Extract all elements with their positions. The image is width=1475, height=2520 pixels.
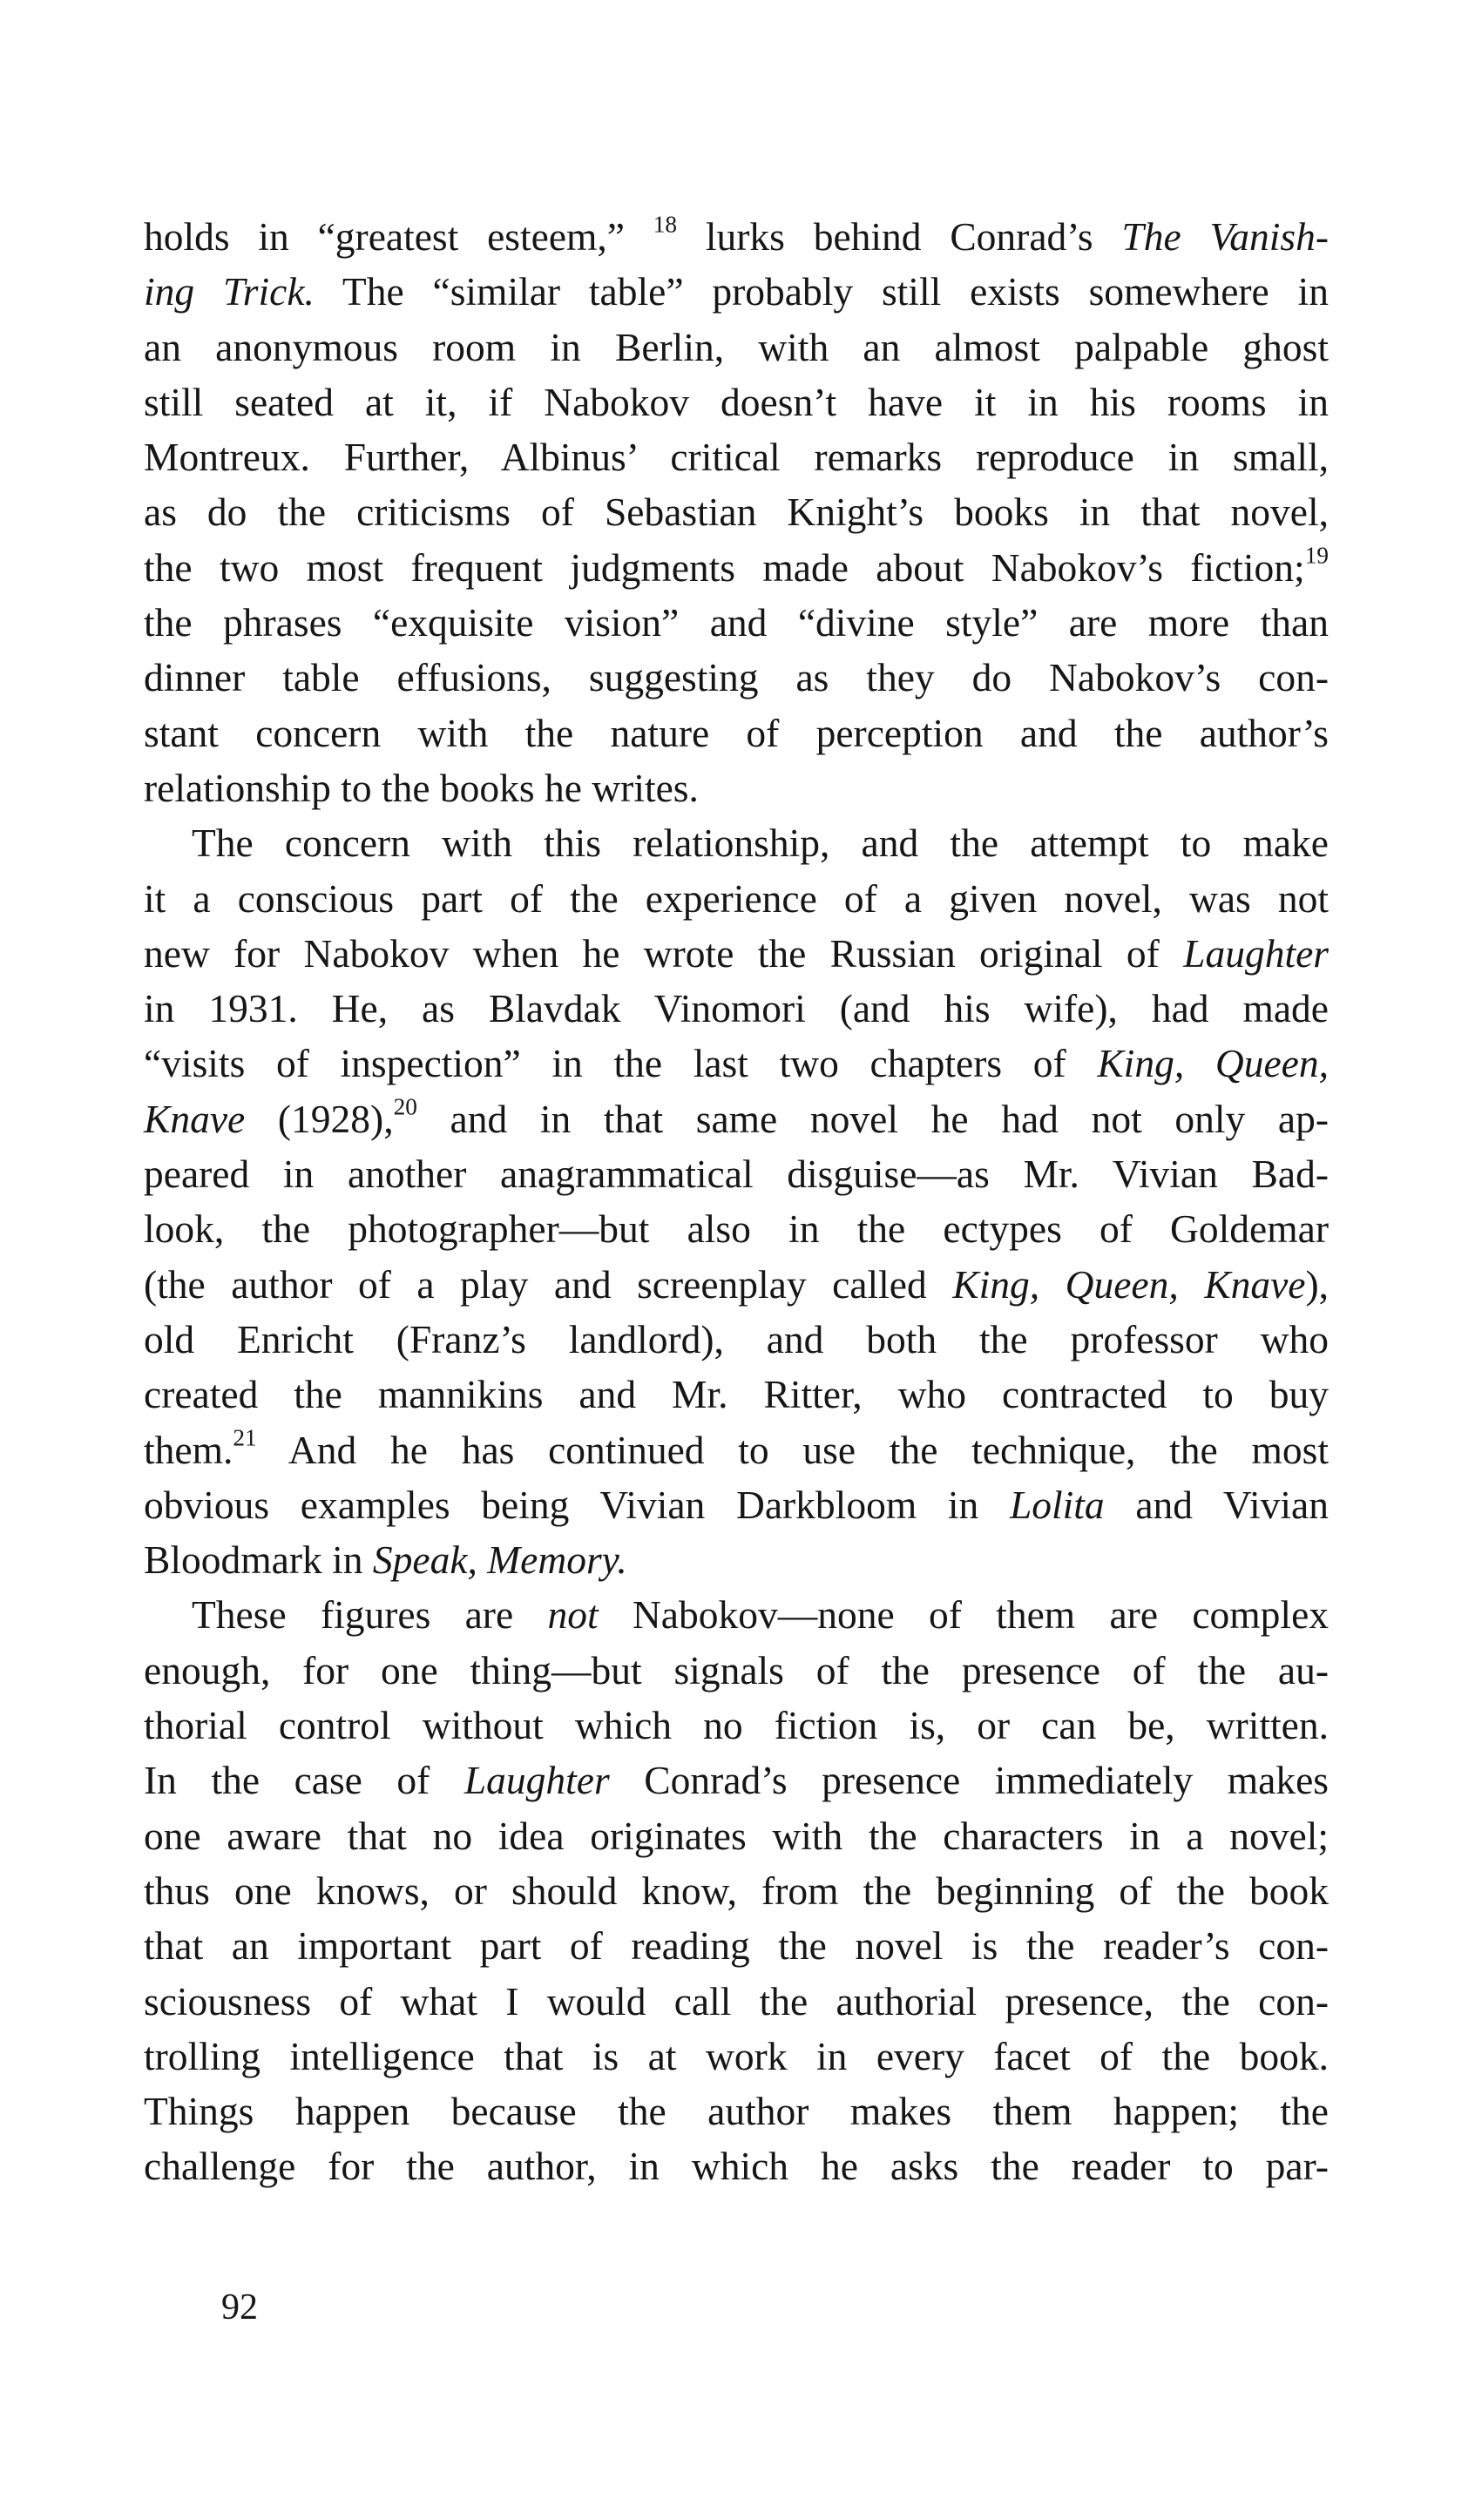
text-segment: and in that same novel he had not only ap- <box>416 1096 1329 1141</box>
text-line <box>144 981 1329 1036</box>
text-segment: created the mannikins and Mr. Ritter, who contracted to buy <box>144 1372 1329 1417</box>
text-line <box>144 1091 1329 1146</box>
text-line <box>144 926 1329 981</box>
text-segment: an anonymous room in Berlin, with an almost palpable ghost <box>144 324 1329 369</box>
text-line <box>144 2084 1329 2138</box>
text-segment: that an important part of reading the novel is the reader’s con- <box>144 1923 1329 1969</box>
text-segment: peared in another anagrammatical disguise—as Mr. Vivian Bad- <box>144 1152 1329 1197</box>
text-segment: Bloodmark in <box>144 1537 373 1583</box>
text-segment: thorial control without which no fiction is, or can be, written. <box>144 1703 1329 1748</box>
text-segment: Nabokov—none of them are complex <box>598 1592 1330 1638</box>
text-line <box>144 1698 1329 1753</box>
text-line <box>144 429 1329 484</box>
text-segment: The concern with this relationship, and the attempt to make <box>192 821 1329 866</box>
italic-text: not <box>547 1592 599 1638</box>
text-segment: them. <box>144 1427 233 1472</box>
text-line <box>144 706 1329 760</box>
text-segment: still seated at it, if Nabokov doesn’t have it in his rooms in <box>144 379 1329 424</box>
text-line <box>144 650 1329 705</box>
text-segment: holds in “greatest esteem,” <box>144 214 653 259</box>
text-segment: new for Nabokov when he wrote the Russian original of <box>144 930 1184 976</box>
italic-text: Laughter <box>1183 930 1329 976</box>
footnote-ref: 21 <box>233 1424 257 1451</box>
text-segment: These figures are <box>192 1592 548 1638</box>
text-segment: sciousness of what I would call the authorial presence, the con- <box>144 1978 1329 2023</box>
text-segment: old Enricht (Franz’s landlord), and both the professor who <box>144 1316 1329 1361</box>
text-segment: the phrases “exquisite vision” and “divine style” are more than <box>144 600 1329 645</box>
text-segment: dinner table effusions, suggesting as they do Nabokov’s con- <box>144 655 1329 700</box>
text-segment: “visits of inspection” in the last two chapters of <box>144 1041 1098 1086</box>
text-line <box>144 2029 1329 2084</box>
text-line <box>144 1257 1329 1312</box>
text-line <box>144 871 1329 926</box>
text-line <box>144 1918 1329 1973</box>
text-segment: as do the criticisms of Sebastian Knight’s books in that novel, <box>144 490 1329 535</box>
text-segment: Things happen because the author makes them happen; the <box>144 2089 1329 2134</box>
text-line <box>144 815 1329 870</box>
italic-text: Speak, Memory. <box>372 1537 627 1583</box>
text-line <box>144 1422 1329 1477</box>
text-segment: thus one knows, or should know, from the beginning of the book <box>144 1868 1329 1913</box>
text-line <box>144 264 1329 319</box>
text-segment: Conrad’s presence immediately makes <box>609 1758 1329 1803</box>
text-segment: and Vivian <box>1104 1482 1330 1527</box>
text-line <box>144 1808 1329 1863</box>
footnote-ref: 19 <box>1304 542 1329 569</box>
text-line <box>144 375 1329 429</box>
italic-text: King, Queen, <box>1097 1041 1329 1086</box>
text-segment: the two most frequent judgments made about Nabokov’s fiction; <box>144 544 1305 590</box>
text-segment: And he has continued to use the technique, the most <box>256 1427 1329 1472</box>
italic-text: ing Trick. <box>144 269 315 314</box>
text-line <box>144 1974 1329 2029</box>
italic-text: Lolita <box>1009 1482 1105 1527</box>
paragraph <box>144 209 1329 815</box>
text-segment: Montreux. Further, Albinus’ critical remarks reproduce in small, <box>144 435 1329 480</box>
footnote-ref: 20 <box>393 1093 417 1120</box>
text-line <box>144 1036 1329 1091</box>
text-line <box>144 595 1329 650</box>
text-segment: it a conscious part of the experience of a given novel, was not <box>144 875 1329 921</box>
text-line <box>144 1367 1329 1422</box>
text-segment: In the case of <box>144 1758 464 1803</box>
text-segment: ), <box>1305 1261 1329 1307</box>
text-segment: stant concern with the nature of perception and the author’s <box>144 710 1329 755</box>
text-line <box>144 1146 1329 1201</box>
text-line <box>144 1201 1329 1256</box>
text-segment: one aware that no idea originates with the characters in a novel; <box>144 1813 1329 1858</box>
text-line <box>144 1477 1329 1532</box>
text-line <box>144 2138 1329 2193</box>
text-segment: trolling intelligence that is at work in every facet of the book. <box>144 2033 1329 2078</box>
text-segment: lurks behind Conrad’s <box>677 214 1122 259</box>
body-text <box>144 209 1329 2194</box>
text-segment: obvious examples being Vivian Darkbloom in <box>144 1482 1010 1527</box>
text-segment: (1928), <box>245 1096 394 1141</box>
text-segment: look, the photographer—but also in the ectypes of Goldemar <box>144 1206 1329 1252</box>
italic-text: The Vanish- <box>1121 214 1329 259</box>
text-line <box>144 1532 1329 1587</box>
text-segment: in 1931. He, as Blavdak Vinomori (and his wife), had made <box>144 986 1329 1031</box>
text-segment: (the author of a play and screenplay called <box>144 1261 953 1307</box>
italic-text: King, Queen, Knave <box>952 1261 1306 1307</box>
footnote-ref: 18 <box>653 211 678 238</box>
text-line <box>144 484 1329 539</box>
paragraph <box>144 1587 1329 2193</box>
italic-text: Knave <box>144 1096 246 1141</box>
text-line <box>144 1643 1329 1698</box>
text-segment: challenge for the author, in which he asks the reader to par- <box>144 2144 1329 2189</box>
text-segment: The “similar table” probably still exists somewhere in <box>314 269 1329 314</box>
text-line <box>144 1753 1329 1807</box>
text-line <box>144 1312 1329 1367</box>
italic-text: Laughter <box>463 1758 610 1803</box>
page-number: 92 <box>221 2287 258 2327</box>
text-line <box>144 760 1329 815</box>
text-line <box>144 1587 1329 1642</box>
text-line <box>144 1863 1329 1918</box>
text-line <box>144 209 1329 264</box>
text-line <box>144 320 1329 375</box>
text-segment: relationship to the books he writes. <box>144 765 699 810</box>
text-segment: enough, for one thing—but signals of the presence of the au- <box>144 1647 1329 1692</box>
text-line <box>144 540 1329 595</box>
paragraph <box>144 815 1329 1587</box>
